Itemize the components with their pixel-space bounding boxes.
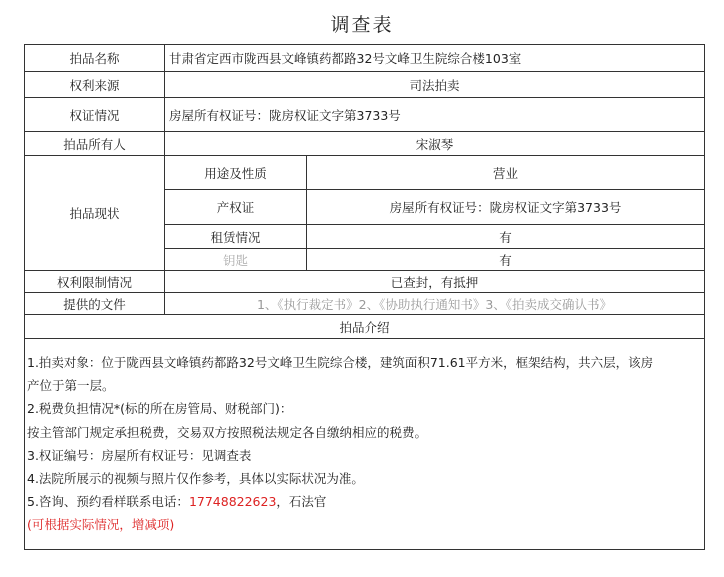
row-certificate bbox=[25, 98, 705, 132]
row-item-name bbox=[25, 45, 705, 72]
intro-line-4: 4.法院所展示的视频与照片仅作参考，具体以实际状况为准。 bbox=[27, 471, 364, 487]
item-name-value: 甘肃省定西市陇西县文峰镇药都路32号文峰卫生院综合楼103室 bbox=[165, 45, 705, 72]
rights-source-value: 司法拍卖 bbox=[165, 72, 705, 98]
restriction-label: 权利限制情况 bbox=[25, 271, 165, 293]
intro-body bbox=[25, 339, 705, 550]
intro-line-5 bbox=[27, 490, 702, 513]
documents-label: 提供的文件 bbox=[25, 293, 165, 315]
intro-note: (可根据实际情况，增减项) bbox=[27, 517, 175, 533]
property-label: 产权证 bbox=[165, 190, 307, 225]
owner-label: 拍品所有人 bbox=[25, 132, 165, 156]
usage-value: 营业 bbox=[307, 156, 705, 190]
contact-label: 5.咨询、预约看样联系电话： bbox=[27, 494, 189, 510]
intro-line-3: 3.权证编号：房屋所有权证号：见调查表 bbox=[27, 447, 252, 463]
intro-line-2b: 按主管部门规定承担税费，交易双方按照税法规定各自缴纳相应的税费。 bbox=[27, 424, 428, 440]
row-intro-body bbox=[25, 339, 705, 550]
contact-person: ，石法官 bbox=[276, 494, 327, 510]
usage-label: 用途及性质 bbox=[165, 156, 307, 190]
intro-line-1b: 产位于第一层。 bbox=[27, 378, 115, 394]
restriction-value: 已查封，有抵押 bbox=[165, 271, 705, 293]
certificate-label: 权证情况 bbox=[25, 98, 165, 132]
status-label: 拍品现状 bbox=[25, 156, 165, 271]
row-rights-source bbox=[25, 72, 705, 98]
owner-value: 宋淑琴 bbox=[165, 132, 705, 156]
page-title: 调查表 bbox=[330, 14, 394, 36]
documents-value: 1、《执行裁定书》2、《协助执行通知书》3、《拍卖成交确认书》 bbox=[165, 293, 705, 315]
row-restriction bbox=[25, 271, 705, 293]
survey-table bbox=[24, 44, 705, 550]
lease-label: 租赁情况 bbox=[165, 225, 307, 249]
row-usage bbox=[25, 156, 705, 190]
intro-line-2: 2.税费负担情况*(标的所在房管局、财税部门)： bbox=[27, 401, 293, 417]
row-owner bbox=[25, 132, 705, 156]
row-documents bbox=[25, 293, 705, 315]
contact-phone: 17748822623 bbox=[188, 494, 277, 510]
intro-header: 拍品介绍 bbox=[25, 315, 705, 339]
item-name-label: 拍品名称 bbox=[25, 45, 165, 72]
certificate-value: 房屋所有权证号：陇房权证文字第3733号 bbox=[165, 98, 705, 132]
row-intro-header bbox=[25, 315, 705, 339]
key-value: 有 bbox=[307, 249, 705, 271]
key-label: 钥匙 bbox=[165, 249, 307, 271]
rights-source-label: 权利来源 bbox=[25, 72, 165, 98]
intro-line-1: 1.拍卖对象：位于陇西县文峰镇药都路32号文峰卫生院综合楼，建筑面积71.61平方米，框架结构，共六层，该房 bbox=[27, 355, 654, 370]
lease-value: 有 bbox=[307, 225, 705, 249]
property-value: 房屋所有权证号：陇房权证文字第3733号 bbox=[307, 190, 705, 225]
